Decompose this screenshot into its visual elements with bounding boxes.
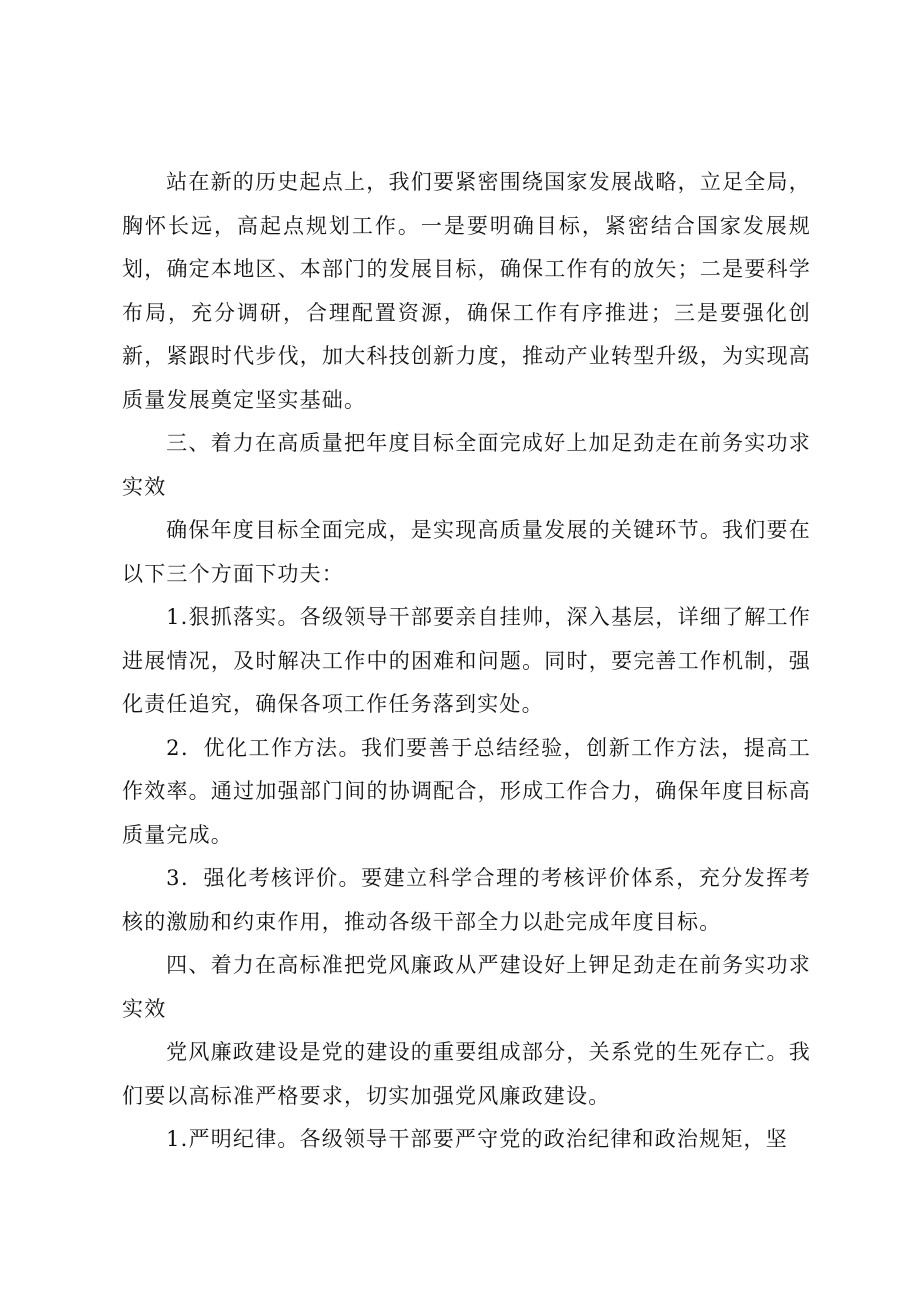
list-item-1-discipline: 1.严明纪律。各级领导干部要严守党的政治纪律和政治规矩，坚	[166, 1127, 788, 1151]
paragraph-annual-goals-intro: 确保年度目标全面完成，是实现高质量发展的关键环节。我们要在以下三个方面下功夫：	[122, 518, 811, 586]
list-item-1-implementation: 1.狠抓落实。各级领导干部要亲自挂帅，深入基层，详细了解工作进展情况，及时解决工作中的困难和问题。同时，要完善工作机制，强化责任追究，确保各项工作任务落到实处。	[122, 605, 811, 716]
paragraph-strategy-planning: 站在新的历史起点上，我们要紧密围绕国家发展战略，立足全局，胸怀长远，高起点规划工作。一是要明确目标，紧密结合国家发展规划，确定本地区、本部门的发展目标，确保工作有的放矢；二是要科学布局，充分调研，合理配置资源，确保工作有序推进；三是要强化创新，紧跟时代步伐，加大科技创新力度，推动产业转型升级，为实现高质量发展奠定坚实基础。	[122, 170, 811, 412]
paragraph-party-conduct-intro: 党风廉政建设是党的建设的重要组成部分，关系党的生死存亡。我们要以高标准严格要求，切实加强党风廉政建设。	[122, 1040, 811, 1108]
section-heading-3: 三、着力在高质量把年度目标全面完成好上加足劲走在前务实功求实效	[122, 431, 811, 499]
document-body	[122, 161, 811, 1162]
list-item-2-work-methods: 2．优化工作方法。我们要善于总结经验，创新工作方法，提高工作效率。通过加强部门间的协调配合，形成工作合力，确保年度目标高质量完成。	[122, 735, 811, 847]
list-item-3-assessment: 3．强化考核评价。要建立科学合理的考核评价体系，充分发挥考核的激励和约束作用，推动各级干部全力以赴完成年度目标。	[122, 866, 811, 934]
section-heading-4: 四、着力在高标准把党风廉政从严建设好上钾足劲走在前务实功求实效	[122, 953, 811, 1021]
